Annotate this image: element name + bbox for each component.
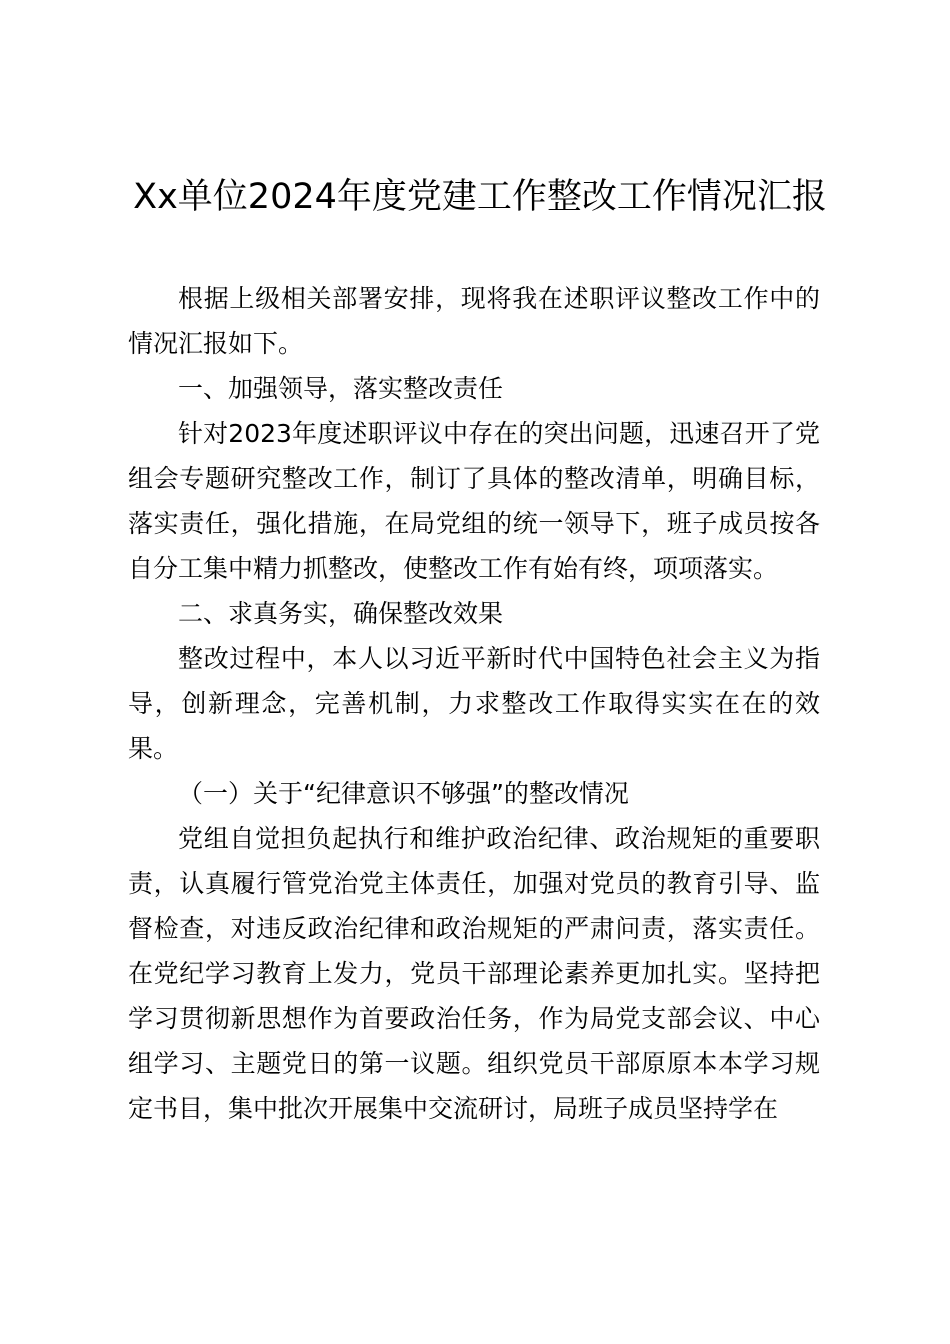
section-heading-1: 一、加强领导，落实整改责任 (178, 374, 504, 403)
subsection-1-paragraph: 党组自觉担负起执行和维护政治纪律、政治规矩的重要职责，认真履行管党治党主体责任，加强对党员的教育引导、监督检查，对违反政治纪律和政治规矩的严肃问责，落实责任。在党纪学习教育上发力，党员干部理论素养更加扎实。坚持把学习贯彻新思想作为首要政治任务，作为局党支部会议、中心组学习、主题党日的第一议题。组织党员干部原原本本学习规定书目，集中批次开展集中交流研讨，局班子成员坚持学在 (128, 824, 820, 1123)
section-1-paragraph: 针对2023年度述职评议中存在的突出问题，迅速召开了党组会专题研究整改工作，制订了具体的整改清单，明确目标，落实责任，强化措施，在局党组的统一领导下，班子成员按各自分工集中精力抓整改，使整改工作有始有终，项项落实。 (128, 419, 820, 583)
document-body (128, 276, 820, 1131)
subsection-heading-1: （一）关于“纪律意识不够强”的整改情况 (178, 779, 629, 808)
intro-paragraph: 根据上级相关部署安排，现将我在述职评议整改工作中的情况汇报如下。 (128, 284, 820, 358)
section-2-paragraph: 整改过程中，本人以习近平新时代中国特色社会主义为指导，创新理念，完善机制，力求整改工作取得实实在在的效果。 (128, 644, 820, 763)
section-heading-2: 二、求真务实，确保整改效果 (178, 599, 504, 628)
document-title: Xx单位2024年度党建工作整改工作情况汇报 (133, 177, 827, 217)
